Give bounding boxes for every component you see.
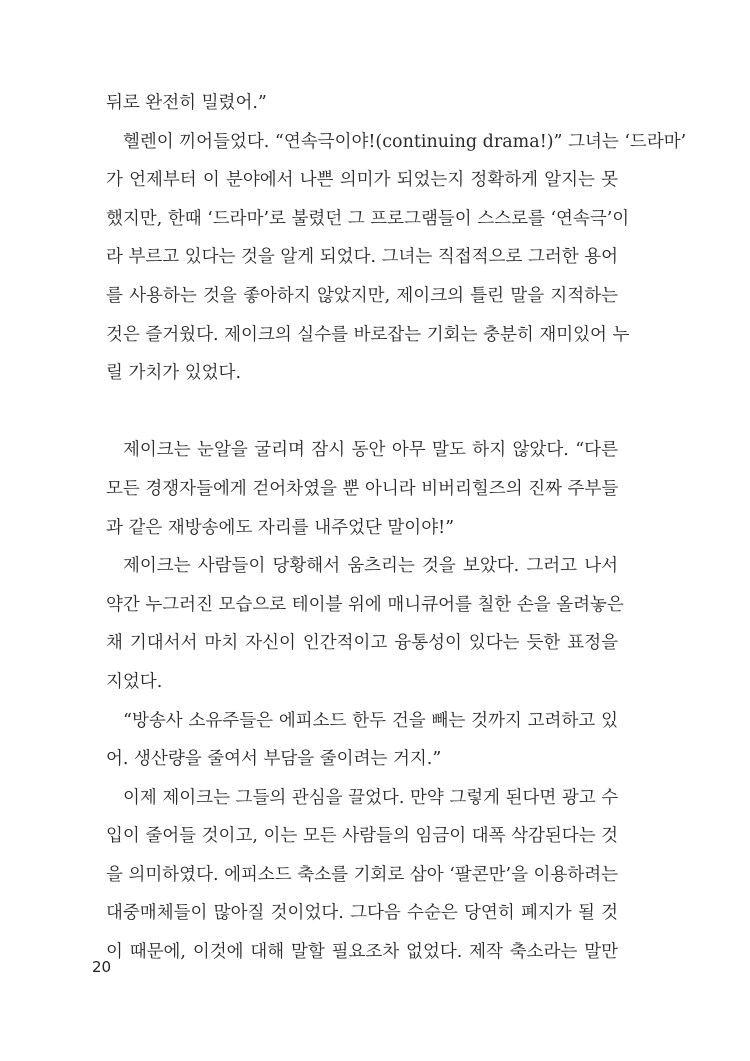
page-number: 20 — [92, 958, 112, 976]
text-line: 를 사용하는 것을 좋아하지 않았지만, 제이크의 틀린 말을 지적하는 — [106, 285, 618, 306]
text-line: 것은 즐거웠다. 제이크의 실수를 바로잡는 기회는 충분히 재미있어 누 — [106, 324, 630, 345]
text-line: 약간 누그러진 모습으로 테이블 위에 매니큐어를 칠한 손을 올려놓은 — [106, 594, 624, 615]
text-line: 대중매체들이 많아질 것이었다. 그다음 수순은 당연히 폐지가 될 것 — [106, 903, 618, 924]
text-line: 릴 가치가 있었다. — [106, 363, 242, 384]
body-text — [106, 84, 687, 972]
text-line: 을 의미하였다. 에피소드 축소를 기회로 삼아 ‘팔콘만’을 이용하려는 — [106, 864, 619, 885]
text-line: 제이크는 사람들이 당황해서 움츠리는 것을 보았다. 그러고 나서 — [123, 556, 618, 577]
text-line: 제이크는 눈알을 굴리며 잠시 동안 아무 말도 하지 않았다. “다른 — [123, 440, 618, 461]
text-line: 뒤로 완전히 밀렸어.” — [106, 93, 267, 113]
text-line: “방송사 소유주들은 에피소드 한두 건을 빼는 것까지 고려하고 있 — [123, 710, 618, 731]
text-line: 이제 제이크는 그들의 관심을 끌었다. 만약 그렇게 된다면 광고 수 — [123, 787, 619, 808]
text-line: 모든 경쟁자들에게 걷어차였을 뿐 아니라 비버리힐즈의 진짜 주부들 — [106, 478, 619, 499]
text-line: 어. 생산량을 줄여서 부담을 줄이려는 거지.” — [106, 749, 442, 770]
text-line: 했지만, 한때 ‘드라마’로 불렸던 그 프로그램들이 스스로를 ‘연속극’이 — [106, 208, 630, 229]
text-line: 헬렌이 끼어들었다. “연속극이야!(continuing drama!)” 그녀는 ‘드라마’ — [123, 131, 687, 152]
text-line: 라 부르고 있다는 것을 알게 되었다. 그녀는 직접적으로 그러한 용어 — [106, 247, 619, 268]
text-line: 지었다. — [106, 671, 163, 692]
text-line: 이 때문에, 이것에 대해 말할 필요조차 없었다. 제작 축소라는 말만 — [106, 942, 618, 963]
text-line: 입이 줄어들 것이고, 이는 모든 사람들의 임금이 대폭 삭감된다는 것 — [106, 826, 619, 847]
text-line: 채 기대서서 마치 자신이 인간적이고 융통성이 있다는 듯한 표정을 — [106, 633, 618, 654]
text-line: 과 같은 재방송에도 자리를 내주었단 말이야!” — [106, 517, 455, 538]
text-line: 가 언제부터 이 분야에서 나쁜 의미가 되었는지 정확하게 알지는 못 — [106, 170, 618, 191]
